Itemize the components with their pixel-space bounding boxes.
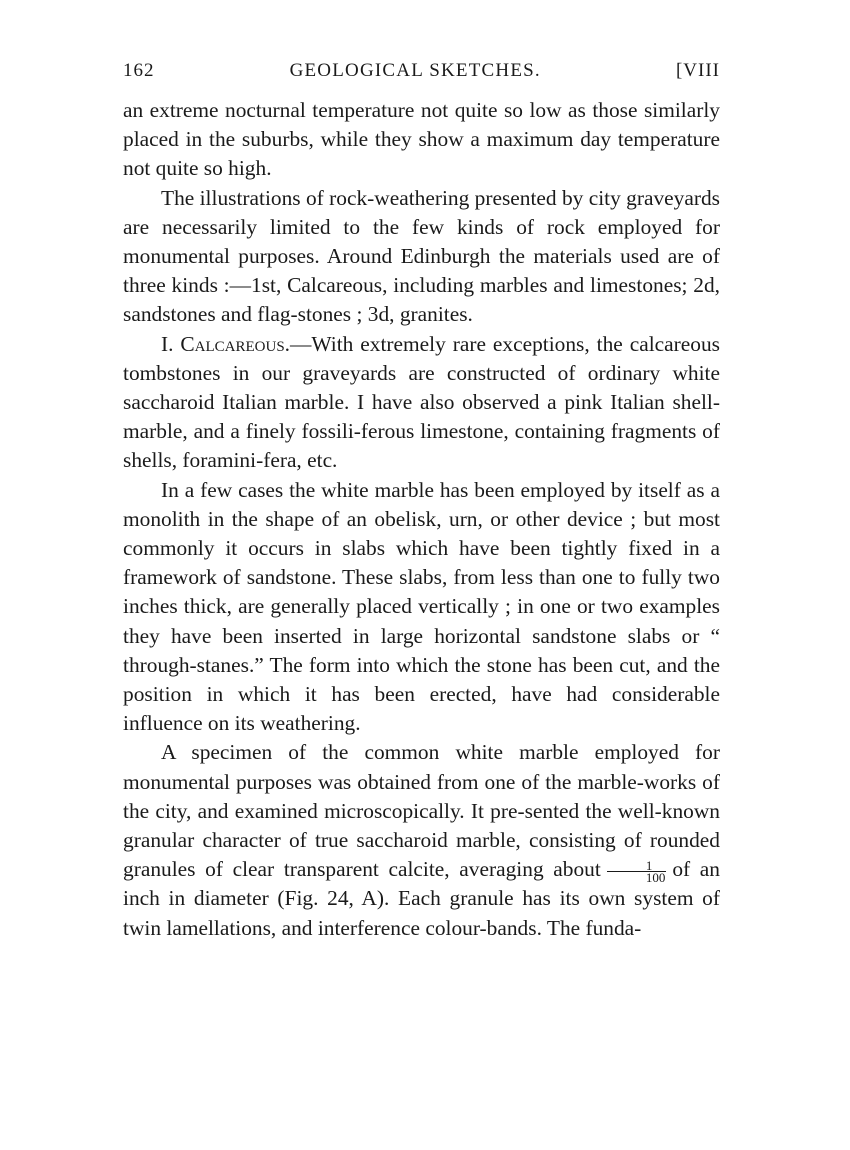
page-number: 162	[123, 60, 155, 81]
running-title: GEOLOGICAL SKETCHES.	[289, 60, 541, 81]
fraction-numerator: 1	[607, 860, 667, 872]
paragraph-3	[123, 330, 720, 476]
body-text	[123, 96, 720, 943]
paragraph-5-part-2: of an inch in diameter (Fig. 24, A). Each granule has its own system of twin lamellations, and interference colour-bands. The funda-	[123, 857, 720, 940]
section-heading-calcareous: I. Calcareous.	[161, 331, 291, 356]
paragraph-5-part-1: A specimen of the common white marble employed for monumental purposes was obtained from one of the marble-works of the city, and examined microscopically. It pre-sented the well-known granular character of true saccharoid marble, consisting of rounded granules of clear transparent calcite, averaging about	[123, 740, 720, 882]
paragraph-2: The illustrations of rock-weathering presented by city graveyards are necessarily limited to the few kinds of rock employed for monumental purposes. Around Edinburgh the materials used are of three kinds :—1st, Calcareous, including marbles and limestones; 2d, sandstones and flag-stones ; 3d, granites.	[123, 185, 720, 327]
running-head	[123, 60, 720, 82]
paragraph-1: an extreme nocturnal temperature not quite so low as those similarly placed in the suburbs, while they show a maximum day temperature not quite so high.	[123, 98, 720, 181]
paragraph-4: In a few cases the white marble has been employed by itself as a monolith in the shape of an obelisk, urn, or other device ; but most commonly it occurs in slabs which have been tightly fixed in a framework of sandstone. These slabs, from less than one to fully two inches thick, are generally placed vertically ; in one or two examples they have been inserted in large horizontal sandstone slabs or “ through-stanes.” The form into which the stone has been cut, and the position in which it has been erected, have had considerable influence on its weathering.	[123, 477, 720, 736]
paragraph-5	[123, 738, 720, 942]
paragraph-3-body: —With extremely rare exceptions, the calcareous tombstones in our graveyards are constructed of ordinary white saccharoid Italian marble. I have also observed a pink Italian shell-marble, and a finely fossili-ferous limestone, containing fragments of shells, foramini-fera, etc.	[123, 331, 720, 473]
fraction-one-hundredth	[607, 857, 667, 885]
fraction-denominator: 100	[645, 869, 666, 885]
book-page	[123, 60, 720, 943]
section-marker: [VIII	[675, 60, 720, 81]
